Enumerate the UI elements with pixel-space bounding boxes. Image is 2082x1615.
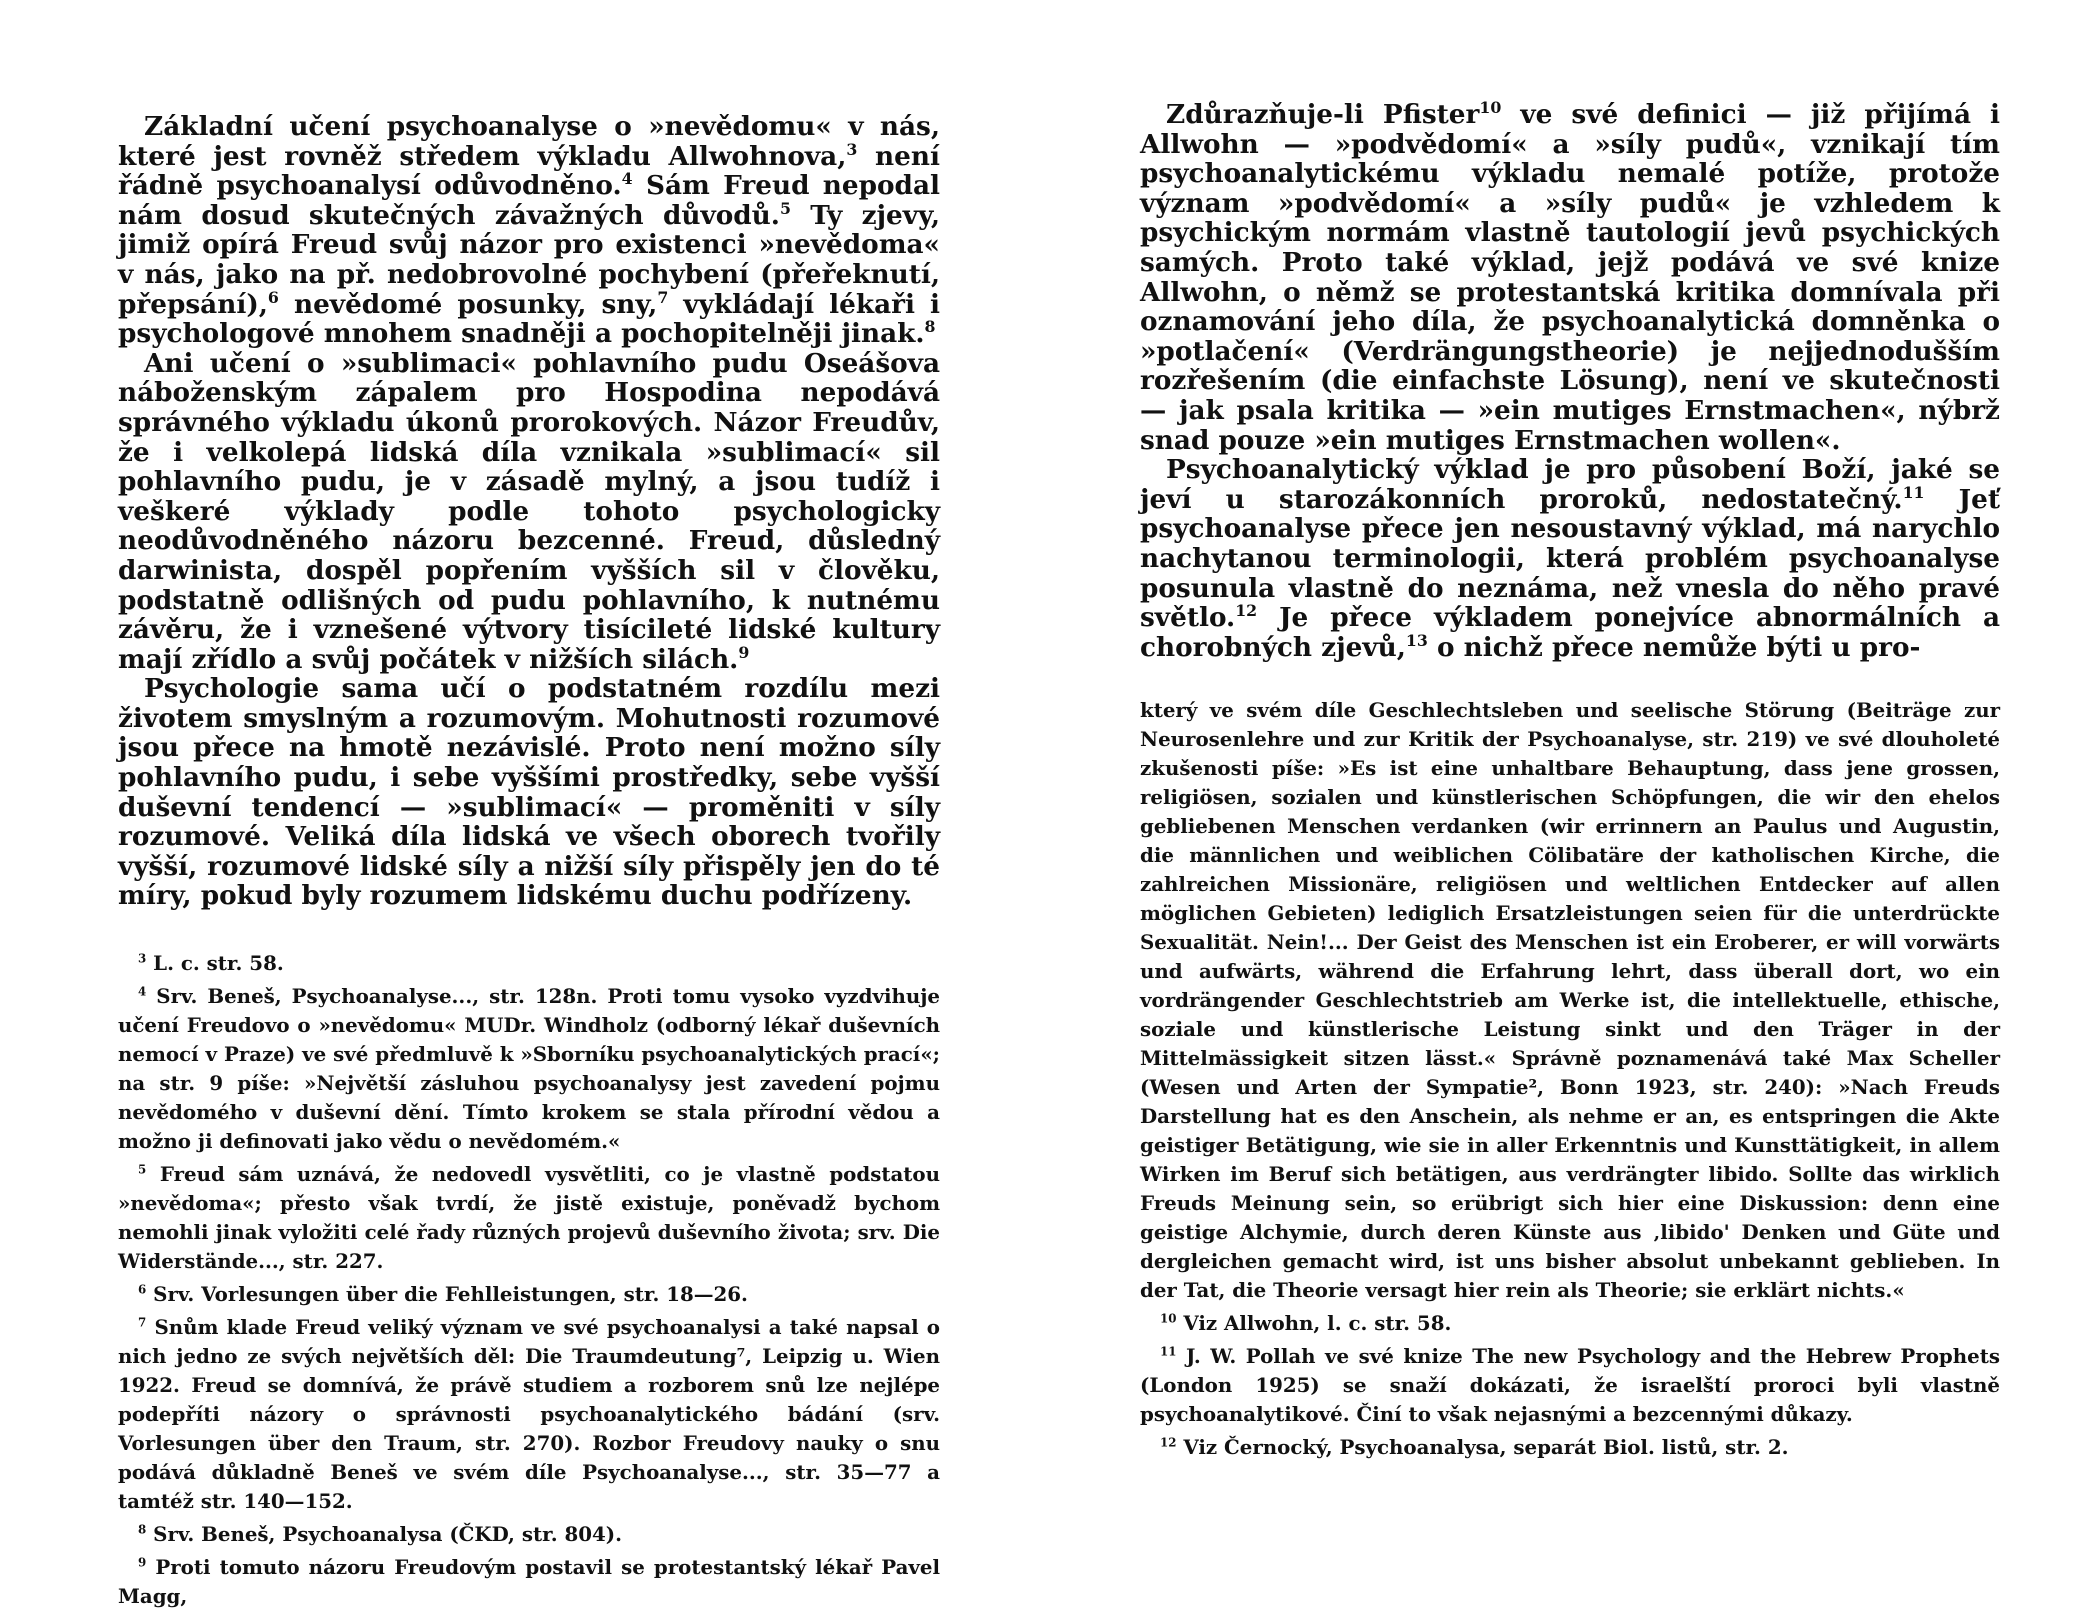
right-paragraph: Zdůrazňuje-li Pfister$^{10}$ ve své definici — již přijímá i Allwohn — »podvědomí« a »síly pudů«, vznikají tím psychoanalytickému výkladu nemalé potíže, protože význam »podvědomí« a »síly pudů« je vzhledem k psychickým normám vlastně tautologií jevů psychických samých. Proto také výklad, jejž podává ve své knize Allwohn, o němž se protestantská kritika domnívala při oznamování jeho díla, že psychoanalytická domněnka o »potlačení« (Verdrängungstheorie) je nejjednodušším rozřešením (die einfachste Lösung), není ve skutečnosti — jak psala kritika — »ein mutiges Ernstmachen«, nýbrž snad pouze »ein mutiges Ernstmachen wollen«.: [1140, 98, 2000, 456]
left-paragraph: Základní učení psychoanalyse o »nevědomu« v nás, které jest rovněž středem výkladu Allwohnova,$^3$ není řádně psychoanalysí odůvodněno.$^4$ Sám Freud nepodal nám dosud skutečných závažných důvodů.$^5$ Ty zjevy, jimiž opírá Freud svůj názor pro existenci »nevědoma« v nás, jako na př. nedobrovolné pochybení (přeřeknutí, přepsání),$^6$ nevědomé posunky, sny,$^7$ vykládají lékaři i psychologové mnohem snadněji a pochopitelněji jinak.$^8$: [118, 111, 940, 350]
right-paragraph: Psychoanalytický výklad je pro působení Boží, jaké se jeví u starozákonních proroků, nedostatečný.$^{11}$ Jeť psychoanalyse přece jen nesoustavný výklad, má narychlo nachytanou terminologii, která problém psychoanalyse posunula vlastně do neznáma, než vnesla do něho pravé světlo.$^{12}$ Je přece výkladem ponejvíce abnormálních a chorobných zjevů,$^{13}$ o nichž přece nemůže býti u pro-: [1140, 454, 2000, 663]
right-footnotes: [1140, 696, 2000, 1462]
left-footnotes: [118, 949, 940, 1611]
footnote: $^8$ Srv. Beneš, Psychoanalysa (ČKD, str. 804).: [138, 1522, 623, 1547]
footnote: $^6$ Srv. Vorlesungen über die Fehlleistungen, str. 18—26.: [138, 1282, 748, 1307]
left-paragraph: Ani učení o »sublimaci« pohlavního pudu Oseášova náboženským zápalem pro Hospodina nepodává správného výkladu úkonů prorokových. Názor Freudův, že i velkolepá lidská díla vznikala »sublimací« sil pohlavního pudu, je v zásadě mylný, a jsou tudíž i veškeré výklady podle tohoto psychologicky neodůvodněného názoru bezcenné. Freud, důsledný darwinista, dospěl popřením vyšších sil v člověku, podstatně odlišných od pudu pohlavního, k nutnému závěru, že i vznešené výtvory tisícileté lidské kultury mají zřídlo a svůj počátek v nižších silách.$^9$: [118, 347, 940, 675]
footnote: $^7$ Snům klade Freud veliký význam ve své psychoanalysi a také napsal o nich jedno ze svých největších děl: Die Traumdeutung⁷, Leipzig u. Wien 1922. Freud se domnívá, že právě studiem a rozborem snů lze nejlépe podepříti názory o správnosti psychoanalytického bádání (srv. Vorlesungen über den Traum, str. 270). Rozbor Freudovy nauky o snu podává důkladně Beneš ve svém díle Psychoanalyse..., str. 35—77 a tamtéž str. 140—152.: [118, 1315, 941, 1514]
left-text-column: [118, 112, 940, 1615]
footnote-continued: který ve svém díle Geschlechtsleben und seelische Störung (Beiträge zur Neurosenlehre und zur Kritik der Psychoanalyse, str. 219) ve své dlouholeté zkušenosti píše: »Es ist eine unhaltbare Behauptung, dass jene grossen, religiösen, sozialen und künstlerischen Schöpfungen, die wir den ehelos gebliebenen Menschen verdanken (wir errinnern an Paulus und Augustin, die männlichen und weiblichen Cölibatäre der katholischen Kirche, die zahlreichen Missionäre, religiösen und weltlichen Entdecker auf allen möglichen Gebieten) lediglich Ersatzleistungen seien für die unterdrückte Sexualität. Nein!... Der Geist des Menschen ist ein Eroberer, er will vorwärts und aufwärts, während die Erfahrung lehrt, dass überall dort, wo ein vordrängender Geschlechtstrieb am Werke ist, die intellektuelle, ethische, soziale und künstlerische Leistung sinkt und den Träger in der Mittelmässigkeit sitzen lässt.« Správně poznamenává také Max Scheller (Wesen und Arten der Sympatie², Bonn 1923, str. 240): »Nach Freuds Darstellung hat es den Anschein, als nehme er an, es entspringen die Akte geistiger Betätigung, wie sie in aller Erkenntnis und Kunsttätigkeit, in allem Wirken im Beruf sich betätigen, aus verdrängter libido. Sollte das wirklich Freuds Meinung sein, so erübrigt sich hier eine Diskussion: denn eine geistige Alchymie, durch deren Künste aus ‚libido' Denken und Güte und dergleichen gemacht wird, ist uns bisher absolut unbekannt geblieben. In der Tat, die Theorie versagt hier rein als Theorie; sie erklärt nichts.«: [1140, 698, 2000, 1303]
footnote: $^{11}$ J. W. Pollah ve své knize The new Psychology and the Hebrew Prophets (London 1925) se snaží dokázati, že israelští proroci byli vlastně psychoanalytikové. Činí to však nejasnými a bezcennými důkazy.: [1140, 1344, 2000, 1427]
footnote: $^4$ Srv. Beneš, Psychoanalyse..., str. 128n. Proti tomu vysoko vyzdvihuje učení Freudovo o »nevědomu« MUDr. Windholz (odborný lékař duševních nemocí v Praze) ve své předmluvě k »Sborníku psychoanalytických prací«; na str. 9 píše: »Největší zásluhou psychoanalysy jest zavedení pojmu nevědomého v duševní dění. Tímto krokem se stala přírodní vědou a možno ji definovati jako vědu o nevědomém.«: [118, 984, 941, 1154]
footnote: $^{12}$ Viz Černocký, Psychoanalysa, separát Biol. listů, str. 2.: [1160, 1435, 1789, 1460]
footnote: $^5$ Freud sám uznává, že nedovedl vysvětliti, co je vlastně podstatou »nevědoma«; přesto však tvrdí, že jistě existuje, poněvadž bychom nemohli jinak vyložiti celé řady různých projevů duševního života; srv. Die Widerstände..., str. 227.: [118, 1162, 940, 1274]
footnote: $^9$ Proti tomuto názoru Freudovým postavil se protestantský lékař Pavel Magg,: [118, 1555, 941, 1609]
left-paragraph: Psychologie sama učí o podstatném rozdílu mezi životem smyslným a rozumovým. Mohutnosti rozumové jsou přece na hmotě nezávislé. Proto není možno síly pohlavního pudu, i sebe vyššími prostředky, sebe vyšší duševní tendencí — »sublimací« — proměniti v síly rozumové. Veliká díla lidská ve všech oborech tvořily vyšší, rozumové lidské síly a nižší síly přispěly jen do té míry, pokud byly rozumem lidskému duchu podřízeny.: [118, 673, 940, 912]
right-text-column: [1140, 100, 2000, 1466]
footnote: $^3$ L. c. str. 58.: [138, 951, 284, 976]
footnote: $^{10}$ Viz Allwohn, l. c. str. 58.: [1160, 1311, 1452, 1336]
